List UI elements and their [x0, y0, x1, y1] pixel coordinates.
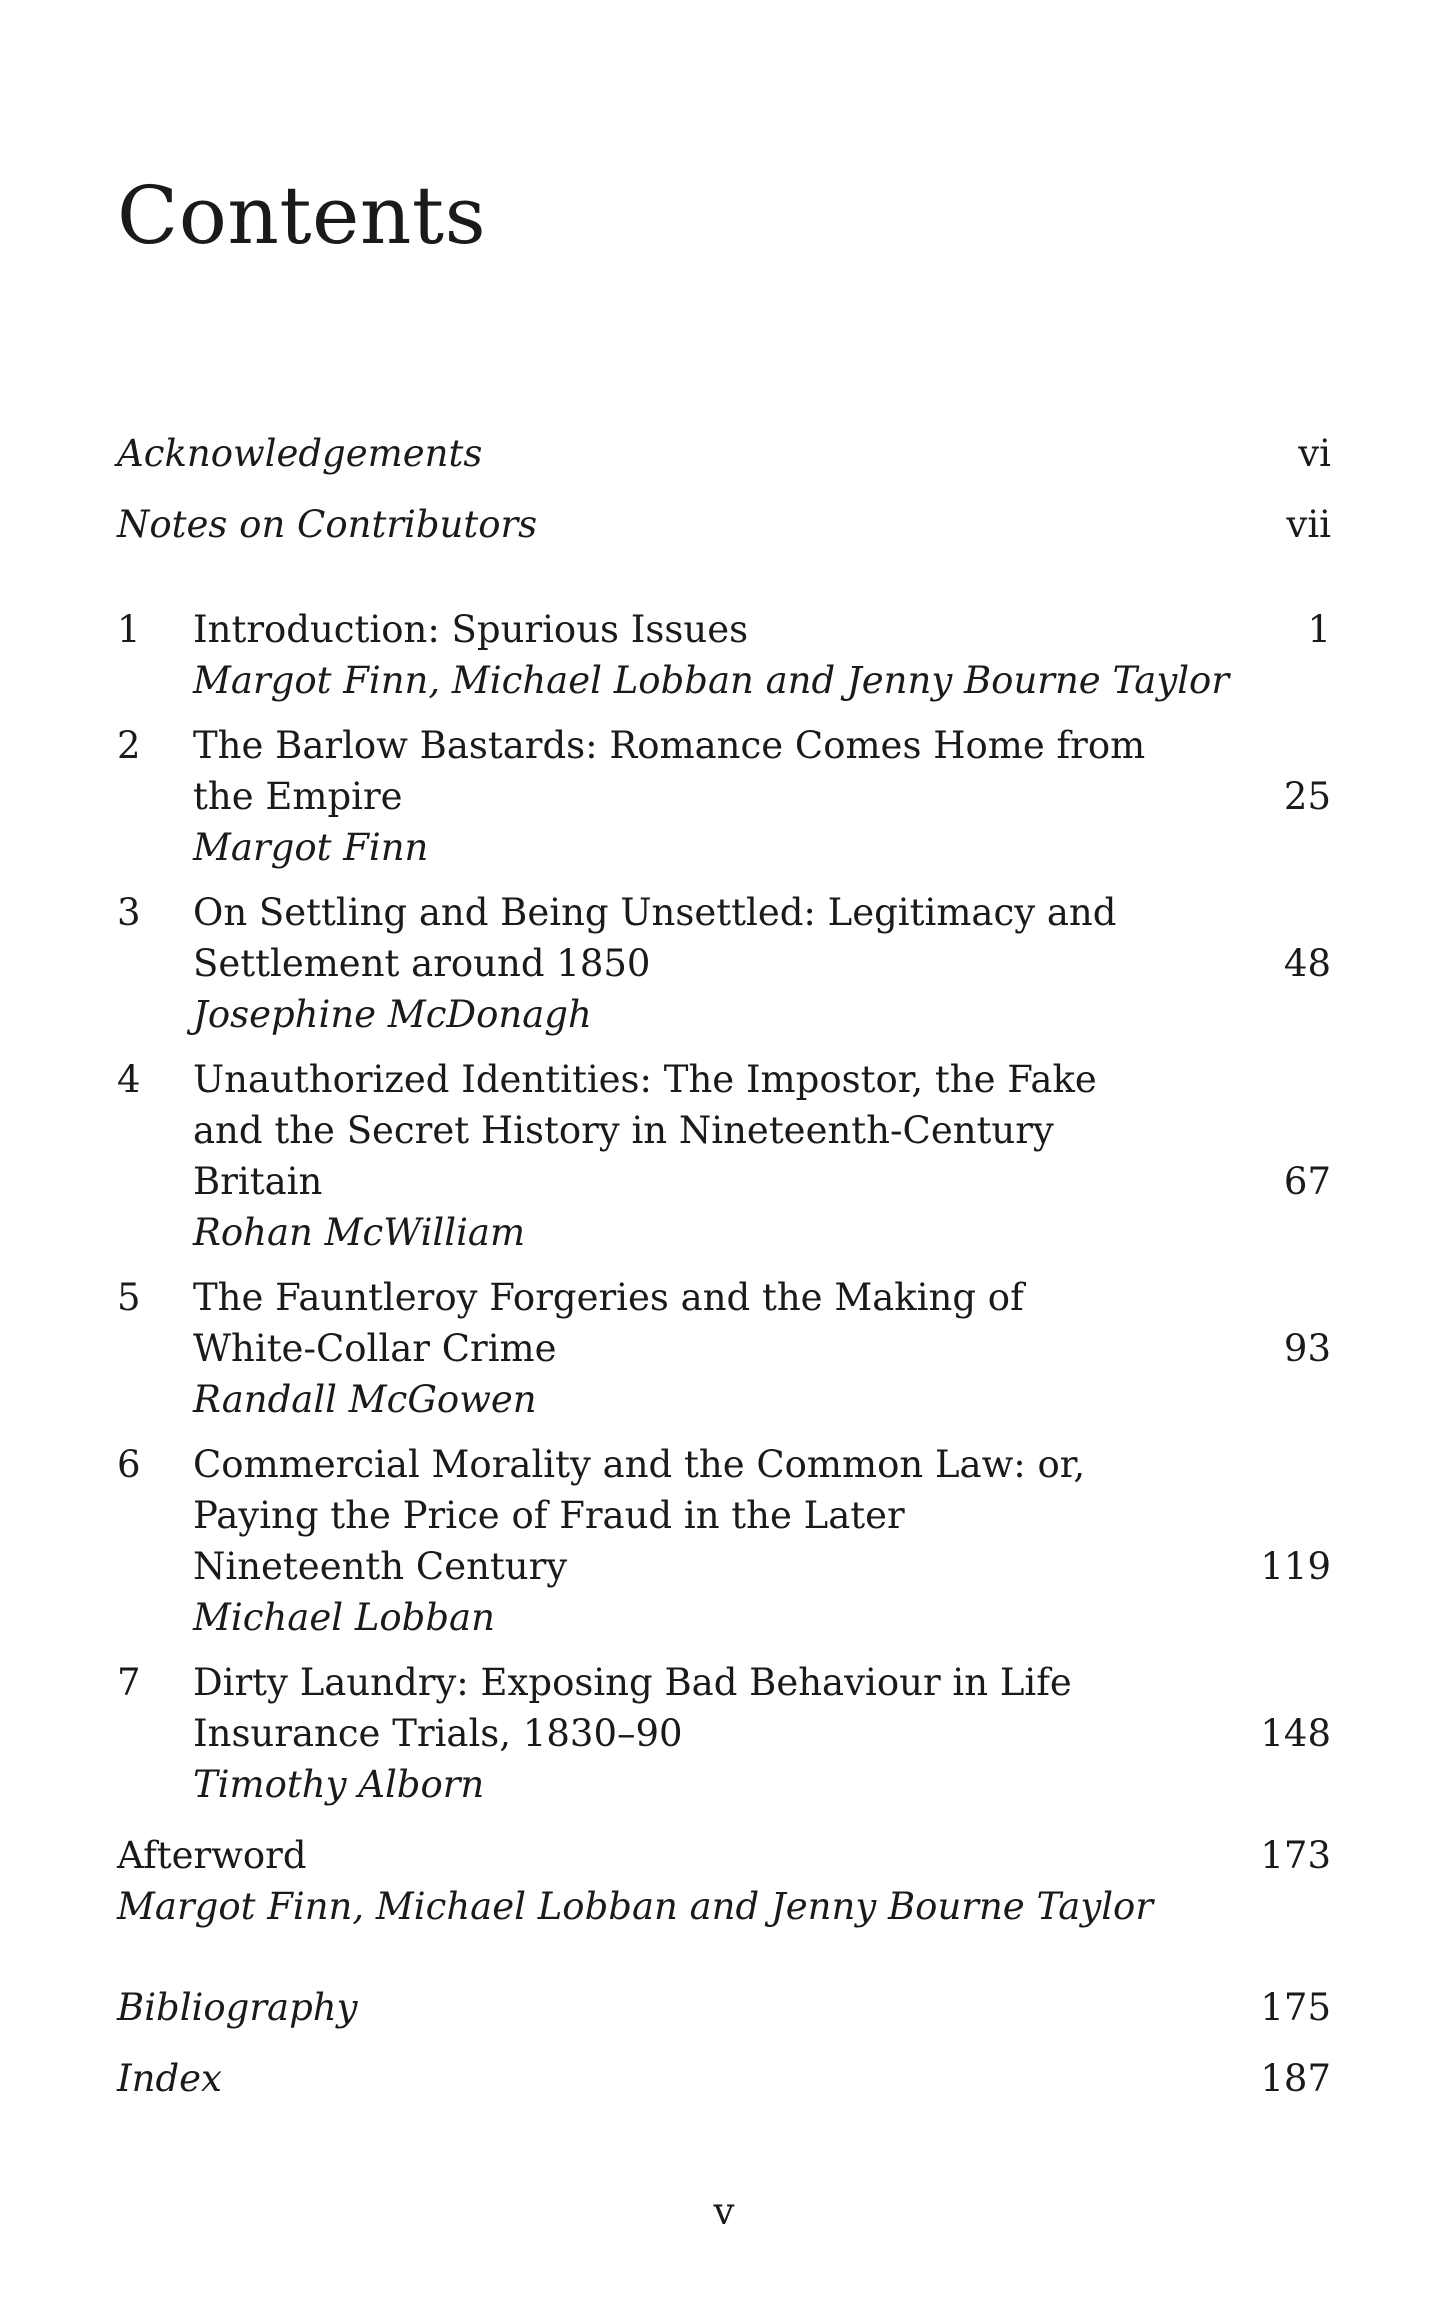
toc-entry-label: Acknowledgements: [117, 432, 483, 475]
contents-page: [117, 0, 1331, 2315]
chapter-number: 3: [117, 891, 141, 934]
chapter-entry: [193, 720, 1331, 873]
chapter-title-line: White-Collar Crime: [193, 1327, 557, 1370]
chapter-title: [193, 1657, 1251, 1759]
chapter-page: 93: [1283, 1327, 1331, 1370]
chapter-title-line: and the Secret History in Nineteenth-Century: [193, 1109, 1054, 1152]
chapter-title-line: Nineteenth Century: [193, 1545, 568, 1588]
page-number: v: [713, 2190, 735, 2233]
chapter-author: Randall McGowen: [193, 1378, 537, 1421]
chapter-page: 67: [1283, 1160, 1331, 1203]
toc-entry-bibliography[interactable]: [117, 1982, 1331, 2033]
chapter-title: [193, 1054, 1251, 1207]
chapter-entry: [193, 1054, 1331, 1258]
toc-entry-label: Index: [117, 2057, 222, 2100]
toc-chapter-3[interactable]: [117, 887, 1331, 1040]
toc-chapter-7[interactable]: [117, 1657, 1331, 1810]
chapter-title: [193, 1439, 1251, 1592]
chapter-title-line: Commercial Morality and the Common Law: or,: [193, 1443, 1086, 1486]
toc-entry-page: 175: [1260, 1986, 1331, 2029]
toc-chapter-4[interactable]: [117, 1054, 1331, 1258]
afterword-page: 173: [1260, 1834, 1331, 1877]
chapter-entry: [193, 887, 1331, 1040]
table-of-contents: [117, 428, 1331, 2104]
chapter-page: 119: [1260, 1545, 1331, 1588]
chapter-author: Michael Lobban: [193, 1596, 495, 1639]
chapter-title-line: Britain: [193, 1160, 323, 1203]
toc-entry-label: Bibliography: [117, 1986, 358, 2029]
chapter-page: 25: [1283, 775, 1331, 818]
chapter-number: 7: [117, 1661, 141, 1704]
chapter-title: [193, 887, 1251, 989]
chapter-page: 48: [1283, 942, 1331, 985]
afterword-author: Margot Finn, Michael Lobban and Jenny Bourne Taylor: [117, 1885, 1154, 1928]
chapter-title-line: Unauthorized Identities: The Impostor, the Fake: [193, 1058, 1097, 1101]
chapter-entry: [193, 1439, 1331, 1643]
chapter-number: 6: [117, 1443, 141, 1486]
chapter-page: 1: [1307, 608, 1331, 651]
chapter-entry: [193, 1657, 1331, 1810]
chapter-number: 2: [117, 724, 141, 767]
chapter-title-line: Settlement around 1850: [193, 942, 651, 985]
toc-entry-page: vii: [1286, 503, 1331, 546]
chapter-number: 4: [117, 1058, 141, 1101]
chapter-title: [193, 720, 1251, 822]
toc-entry-afterword[interactable]: [117, 1830, 1331, 1932]
chapter-author: Josephine McDonagh: [193, 993, 592, 1036]
toc-entry-index[interactable]: [117, 2053, 1331, 2104]
toc-entry-notes-on-contributors[interactable]: [117, 499, 1331, 550]
chapter-entry: [193, 1272, 1331, 1425]
toc-entry-label: Notes on Contributors: [117, 503, 538, 546]
chapter-title-line: Paying the Price of Fraud in the Later: [193, 1494, 905, 1537]
toc-entry-acknowledgements[interactable]: [117, 428, 1331, 479]
page-title: Contents: [117, 169, 487, 262]
toc-entry-page: vi: [1298, 432, 1331, 475]
afterword-entry: [117, 1830, 1331, 1932]
chapter-title: [193, 604, 1251, 655]
toc-entry-page: 187: [1260, 2057, 1331, 2100]
chapter-title-line: Dirty Laundry: Exposing Bad Behaviour in Life: [193, 1661, 1072, 1704]
afterword-title: Afterword: [117, 1834, 307, 1877]
chapter-author: Margot Finn, Michael Lobban and Jenny Bourne Taylor: [193, 659, 1230, 702]
chapter-title-line: The Fauntleroy Forgeries and the Making of: [193, 1276, 1024, 1319]
chapter-title: [193, 1272, 1251, 1374]
chapter-author: Rohan McWilliam: [193, 1211, 526, 1254]
chapter-entry: [193, 604, 1331, 706]
chapter-title-line: Introduction: Spurious Issues: [193, 608, 749, 651]
chapter-author: Margot Finn: [193, 826, 429, 869]
chapter-title-line: Insurance Trials, 1830–90: [193, 1712, 683, 1755]
chapter-title-line: the Empire: [193, 775, 403, 818]
chapter-title-line: On Settling and Being Unsettled: Legitimacy and: [193, 891, 1117, 934]
chapter-title-line: The Barlow Bastards: Romance Comes Home from: [193, 724, 1146, 767]
chapter-number: 5: [117, 1276, 141, 1319]
toc-chapter-6[interactable]: [117, 1439, 1331, 1643]
chapter-page: 148: [1260, 1712, 1331, 1755]
toc-chapter-1[interactable]: [117, 604, 1331, 706]
chapter-number: 1: [117, 608, 141, 651]
toc-chapter-5[interactable]: [117, 1272, 1331, 1425]
toc-chapter-2[interactable]: [117, 720, 1331, 873]
chapter-author: Timothy Alborn: [193, 1763, 485, 1806]
